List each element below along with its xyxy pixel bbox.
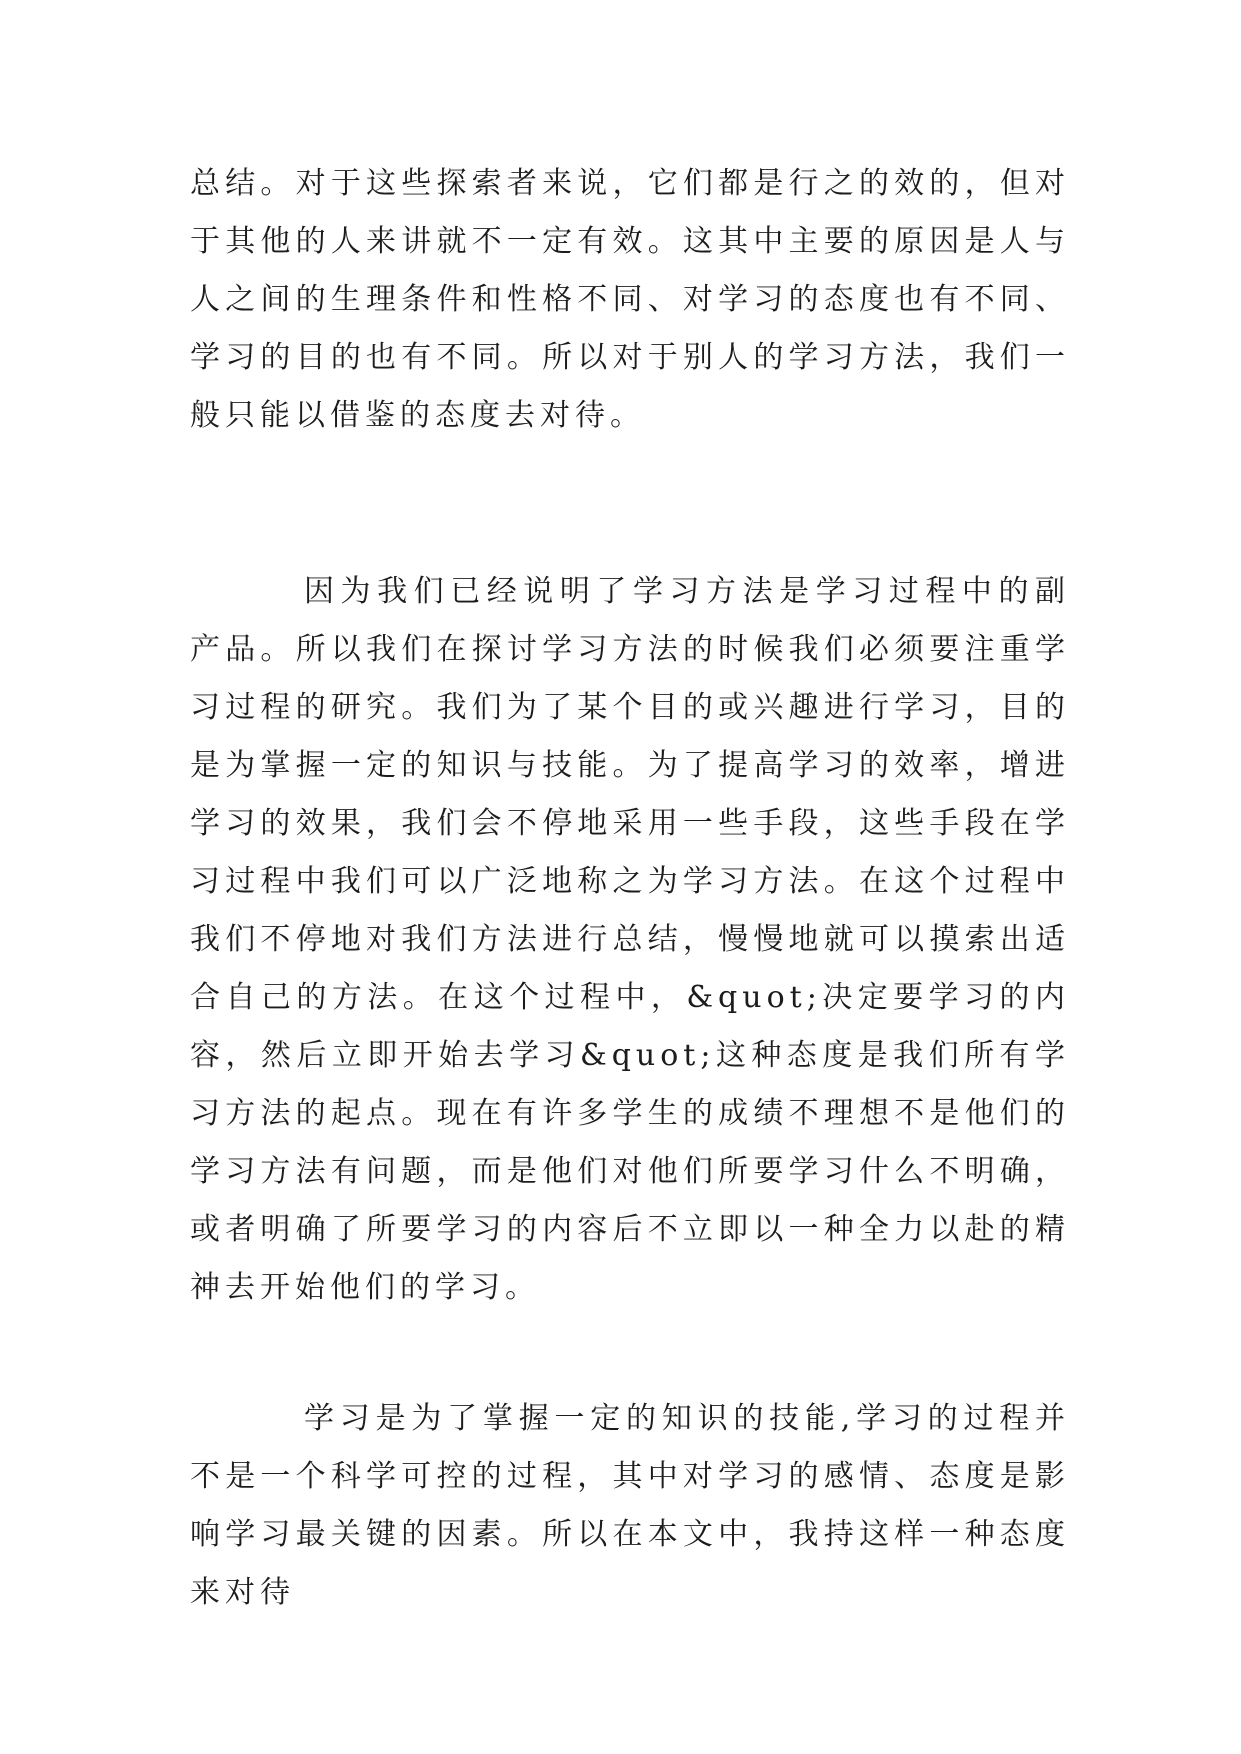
paragraph-2: 因为我们已经说明了学习方法是学习过程中的副产品。所以我们在探讨学习方法的时候我们必须要注重学习过程的研究。我们为了某个目的或兴趣进行学习，目的是为掌握一定的知识与技能。为了提高学习的效率，增进学习的效果，我们会不停地采用一些手段，这些手段在学习过程中我们可以广泛地称之为学习方法。在这个过程中我们不停地对我们方法进行总结，慢慢地就可以摸索出适合自己的方法。在这个过程中，&quot;决定要学习的内容，然后立即开始去学习&quot;这种态度是我们所有学习方法的起点。现在有许多学生的成绩不理想不是他们的学习方法有问题，而是他们对他们所要学习什么不明确，或者明确了所要学习的内容后不立即以一种全力以赴的精神去开始他们的学习。: [190, 574, 1070, 1305]
paragraph-3: 学习是为了掌握一定的知识的技能,学习的过程并不是一个科学可控的过程，其中对学习的感情、态度是影响学习最关键的因素。所以在本文中，我持这样一种态度来对待: [190, 1401, 1070, 1610]
paragraph-1: 总结。对于这些探索者来说，它们都是行之的效的，但对于其他的人来讲就不一定有效。这其中主要的原因是人与人之间的生理条件和性格不同、对学习的态度也有不同、学习的目的也有不同。所以对于别人的学习方法，我们一般只能以借鉴的态度去对待。: [190, 166, 1070, 433]
